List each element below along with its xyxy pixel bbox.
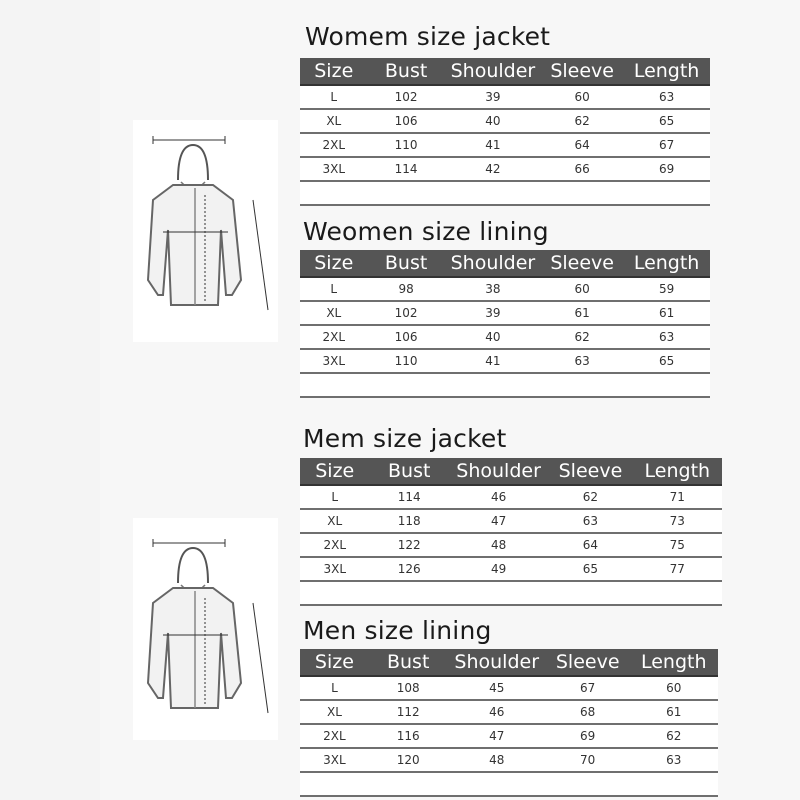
header-shoulder: Shoulder xyxy=(450,252,536,274)
table-row xyxy=(300,86,710,110)
bust-cell: 106 xyxy=(394,114,418,128)
size-cell: 2XL xyxy=(322,330,346,344)
header-sleeve: Sleeve xyxy=(550,60,614,82)
bust-cell: 102 xyxy=(394,90,418,104)
table-row xyxy=(300,510,722,534)
size-cell: L xyxy=(330,282,338,296)
jacket-outline-icon xyxy=(133,518,278,740)
table-row xyxy=(300,278,710,302)
size-cell: L xyxy=(330,90,338,104)
table-row xyxy=(300,558,722,582)
shoulder-cell: 46 xyxy=(489,705,505,719)
table-row xyxy=(300,677,718,701)
sleeve-cell: 64 xyxy=(582,538,599,552)
bust-cell: 122 xyxy=(397,538,421,552)
header-length: Length xyxy=(644,460,711,482)
table-row xyxy=(300,486,722,510)
header-sleeve: Sleeve xyxy=(555,651,620,673)
bust-cell: 114 xyxy=(397,490,421,504)
header-shoulder: Shoulder xyxy=(456,460,541,482)
sleeve-cell: 68 xyxy=(580,705,596,719)
men-lining-table xyxy=(300,649,718,797)
length-cell: 60 xyxy=(666,681,682,695)
length-cell: 63 xyxy=(658,90,675,104)
sleeve-cell: 64 xyxy=(574,138,590,152)
shoulder-cell: 48 xyxy=(489,753,505,767)
length-cell: 65 xyxy=(658,354,675,368)
shoulder-cell: 41 xyxy=(485,354,501,368)
shoulder-cell: 39 xyxy=(485,90,501,104)
size-cell: L xyxy=(331,490,339,504)
women-jacket-table xyxy=(300,58,710,206)
table-row xyxy=(300,350,710,374)
sleeve-cell: 70 xyxy=(580,753,596,767)
shoulder-cell: 39 xyxy=(485,306,501,320)
header-shoulder: Shoulder xyxy=(454,651,540,673)
size-cell: XL xyxy=(327,514,343,528)
shoulder-cell: 40 xyxy=(485,330,501,344)
shoulder-cell: 49 xyxy=(490,562,507,576)
sleeve-cell: 67 xyxy=(580,681,596,695)
table-header xyxy=(300,250,710,278)
table-header xyxy=(300,58,710,86)
size-cell: 3XL xyxy=(323,753,346,767)
header-bust: Bust xyxy=(384,252,428,274)
size-cell: XL xyxy=(326,306,342,320)
table-row-empty xyxy=(300,582,722,606)
sleeve-cell: 69 xyxy=(580,729,596,743)
bust-cell: 108 xyxy=(396,681,420,695)
header-size: Size xyxy=(314,252,354,274)
shoulder-cell: 42 xyxy=(485,162,501,176)
header-size: Size xyxy=(315,460,355,482)
length-cell: 77 xyxy=(669,562,685,576)
header-size: Size xyxy=(314,651,354,673)
length-cell: 61 xyxy=(666,705,682,719)
table-row-empty xyxy=(300,773,718,797)
size-cell: XL xyxy=(326,114,342,128)
women-lining-title: Weomen size lining xyxy=(303,217,549,246)
size-cell: 3XL xyxy=(322,354,346,368)
table-row xyxy=(300,749,718,773)
table-header xyxy=(300,649,718,677)
size-cell: L xyxy=(331,681,338,695)
header-length: Length xyxy=(640,651,707,673)
shoulder-cell: 40 xyxy=(485,114,501,128)
table-row xyxy=(300,110,710,134)
bust-cell: 106 xyxy=(394,330,418,344)
men-lining-title: Men size lining xyxy=(303,616,492,645)
shoulder-cell: 38 xyxy=(485,282,501,296)
header-bust: Bust xyxy=(386,651,430,673)
bust-cell: 102 xyxy=(394,306,418,320)
length-cell: 63 xyxy=(658,330,675,344)
size-cell: 2XL xyxy=(322,138,346,152)
sleeve-cell: 65 xyxy=(582,562,599,576)
table-row xyxy=(300,534,722,558)
sleeve-cell: 60 xyxy=(574,90,590,104)
shoulder-cell: 47 xyxy=(489,729,505,743)
size-cell: 2XL xyxy=(323,729,346,743)
shoulder-cell: 46 xyxy=(490,490,507,504)
bust-cell: 98 xyxy=(398,282,414,296)
women-jacket-diagram xyxy=(133,120,278,342)
bust-cell: 114 xyxy=(394,162,418,176)
bust-cell: 120 xyxy=(396,753,420,767)
header-length: Length xyxy=(633,252,700,274)
header-bust: Bust xyxy=(388,460,431,482)
table-row-empty xyxy=(300,374,710,398)
header-length: Length xyxy=(633,60,700,82)
sleeve-cell: 63 xyxy=(574,354,590,368)
shoulder-cell: 41 xyxy=(485,138,501,152)
shoulder-cell: 45 xyxy=(489,681,505,695)
length-cell: 61 xyxy=(658,306,675,320)
length-cell: 73 xyxy=(669,514,685,528)
jacket-outline-icon xyxy=(133,120,278,342)
bust-cell: 118 xyxy=(397,514,421,528)
men-jacket-diagram xyxy=(133,518,278,740)
bust-cell: 110 xyxy=(394,354,418,368)
size-cell: 2XL xyxy=(323,538,347,552)
table-row xyxy=(300,326,710,350)
table-row xyxy=(300,134,710,158)
bust-cell: 116 xyxy=(396,729,420,743)
bust-cell: 112 xyxy=(396,705,420,719)
bust-cell: 126 xyxy=(397,562,421,576)
table-header xyxy=(300,458,722,486)
header-sleeve: Sleeve xyxy=(550,252,614,274)
size-cell: 3XL xyxy=(322,162,346,176)
sleeve-cell: 62 xyxy=(574,114,590,128)
sleeve-cell: 62 xyxy=(582,490,599,504)
length-cell: 69 xyxy=(658,162,675,176)
header-size: Size xyxy=(314,60,354,82)
table-row xyxy=(300,302,710,326)
length-cell: 65 xyxy=(658,114,675,128)
length-cell: 71 xyxy=(669,490,685,504)
size-cell: 3XL xyxy=(323,562,347,576)
men-jacket-title: Mem size jacket xyxy=(303,424,507,453)
table-row xyxy=(300,701,718,725)
women-jacket-title: Womem size jacket xyxy=(305,22,551,51)
shoulder-cell: 48 xyxy=(490,538,507,552)
length-cell: 63 xyxy=(666,753,682,767)
length-cell: 59 xyxy=(658,282,675,296)
size-cell: XL xyxy=(326,705,342,719)
bust-cell: 110 xyxy=(394,138,418,152)
sleeve-cell: 62 xyxy=(574,330,590,344)
women-lining-table xyxy=(300,250,710,398)
header-sleeve: Sleeve xyxy=(558,460,623,482)
table-row-empty xyxy=(300,182,710,206)
table-row xyxy=(300,158,710,182)
shoulder-cell: 47 xyxy=(490,514,507,528)
table-row xyxy=(300,725,718,749)
length-cell: 62 xyxy=(666,729,682,743)
header-shoulder: Shoulder xyxy=(450,60,536,82)
sleeve-cell: 60 xyxy=(574,282,590,296)
men-jacket-table xyxy=(300,458,722,606)
length-cell: 75 xyxy=(669,538,685,552)
sleeve-cell: 66 xyxy=(574,162,590,176)
length-cell: 67 xyxy=(658,138,675,152)
header-bust: Bust xyxy=(384,60,428,82)
sleeve-cell: 61 xyxy=(574,306,590,320)
sleeve-cell: 63 xyxy=(582,514,599,528)
